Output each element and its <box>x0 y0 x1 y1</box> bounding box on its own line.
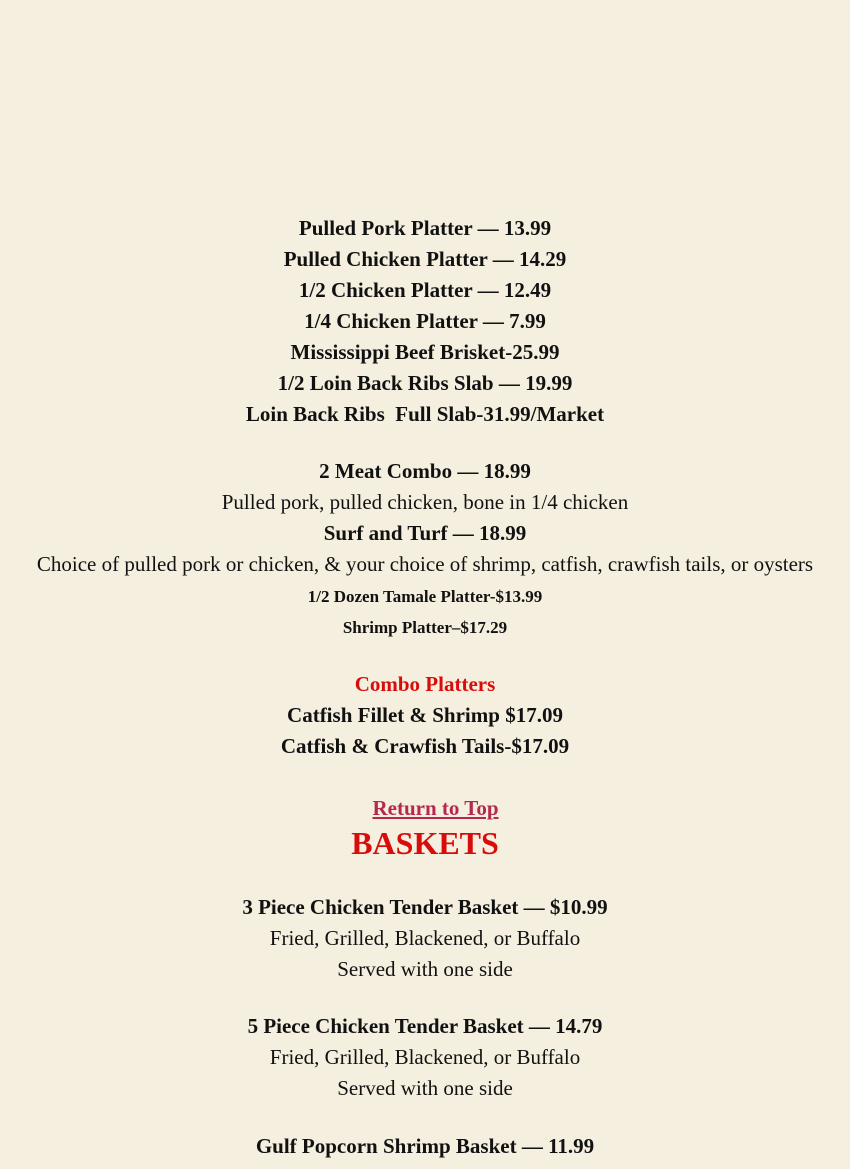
menu-item-3pc-tender-basket: 3 Piece Chicken Tender Basket — $10.99 <box>242 895 608 919</box>
menu-item-catfish-crawfish: Catfish & Crawfish Tails-$17.09 <box>280 734 570 758</box>
menu-item-description: Pulled pork, pulled chicken, bone in 1/4 chicken <box>221 490 629 514</box>
section-heading-baskets: BASKETS <box>351 825 499 861</box>
menu-item-beef-brisket: Mississippi Beef Brisket-25.99 <box>290 340 560 364</box>
menu-item-popcorn-shrimp-basket: Gulf Popcorn Shrimp Basket — 11.99 <box>255 1134 595 1158</box>
return-to-top-link[interactable]: Return to Top <box>372 796 499 820</box>
menu-item-catfish-shrimp: Catfish Fillet & Shrimp $17.09 <box>287 703 563 727</box>
menu-item-half-ribs-slab: 1/2 Loin Back Ribs Slab — 19.99 <box>277 371 573 395</box>
menu-item-options: Fried, Grilled, Blackened, or Buffalo <box>269 926 581 950</box>
menu-item-description: Choice of pulled pork or chicken, & your choice of shrimp, catfish, crawfish tails, or oysters <box>36 552 814 576</box>
menu-item-pulled-pork-platter: Pulled Pork Platter — 13.99 <box>298 216 552 240</box>
menu-item-half-chicken-platter: 1/2 Chicken Platter — 12.49 <box>298 278 552 302</box>
menu-item-5pc-tender-basket: 5 Piece Chicken Tender Basket — 14.79 <box>247 1014 603 1038</box>
menu-item-options: Fried, Grilled, Blackened, or Buffalo <box>269 1045 581 1069</box>
menu-item-tamale-platter: 1/2 Dozen Tamale Platter-$13.99 <box>307 587 543 606</box>
menu-item-surf-and-turf: Surf and Turf — 18.99 <box>323 521 527 545</box>
menu-item-full-ribs-slab: Loin Back Ribs Full Slab-31.99/Market <box>245 402 605 426</box>
section-title-combo-platters: Combo Platters <box>354 672 496 696</box>
menu-item-note: Served with one side <box>337 957 513 981</box>
menu-item-two-meat-combo: 2 Meat Combo — 18.99 <box>319 459 531 483</box>
menu-item-quarter-chicken-platter: 1/4 Chicken Platter — 7.99 <box>304 309 546 333</box>
menu-item-pulled-chicken-platter: Pulled Chicken Platter — 14.29 <box>283 247 567 271</box>
menu-item-note: Served with one side <box>337 1076 513 1100</box>
menu-item-shrimp-platter: Shrimp Platter–$17.29 <box>342 618 508 637</box>
